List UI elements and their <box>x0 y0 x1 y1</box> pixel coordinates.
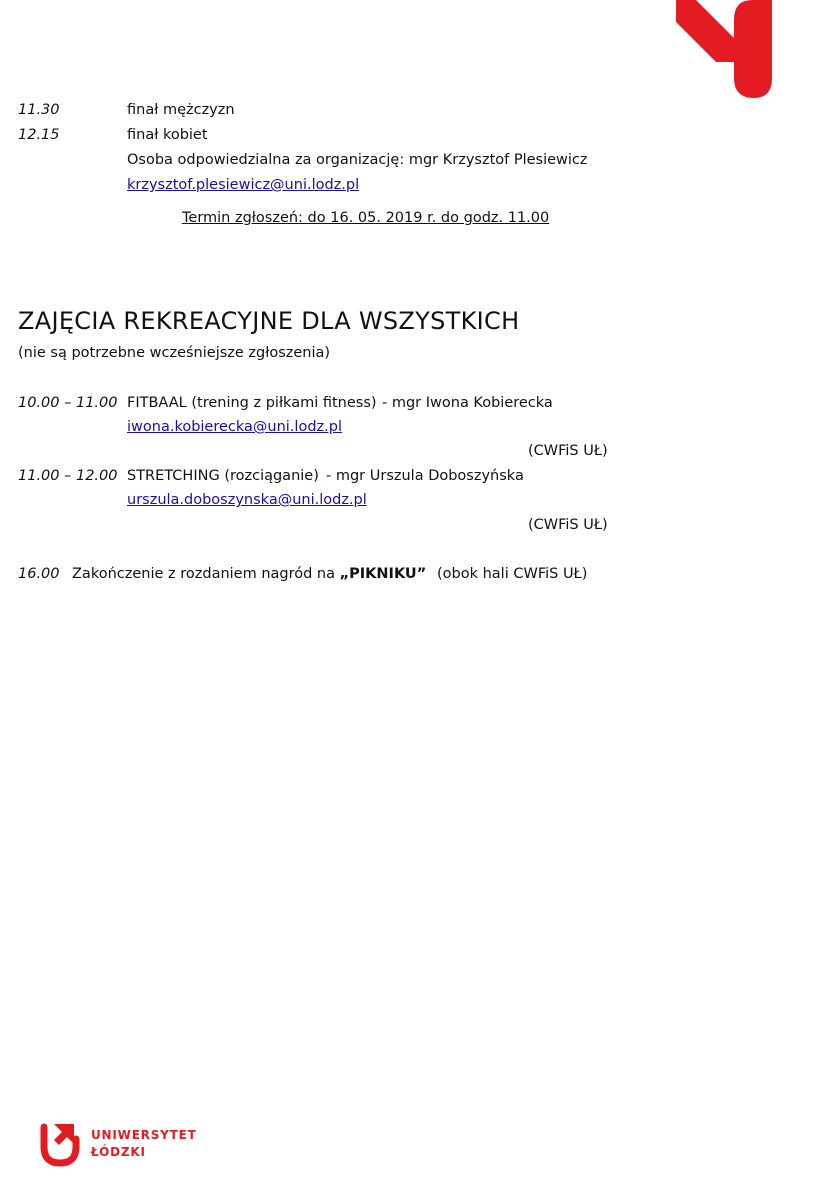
logo-text-line2: ŁÓDZKI <box>91 1145 146 1159</box>
activity-time: 11.00 – 12.00 <box>18 468 118 484</box>
activity-line <box>127 466 319 486</box>
activity-time: 10.00 – 11.00 <box>18 395 118 411</box>
schedule-label: finał kobiet <box>127 127 208 143</box>
activity-name: FITBAAL <box>127 395 187 411</box>
activity-name: STRETCHING <box>127 468 220 484</box>
section-title: ZAJĘCIA REKREACYJNE DLA WSZYSTKICH <box>18 307 520 335</box>
closing-text: Zakończenie z rozdaniem nagród na <box>72 566 340 582</box>
closing-place: (obok hali CWFiS UŁ) <box>437 566 588 582</box>
activity-place: (CWFiS UŁ) <box>528 517 608 533</box>
activity-desc: (trening z piłkami fitness) <box>191 395 377 411</box>
activity-instructor: - mgr Urszula Doboszyńska <box>326 468 524 484</box>
organizer-email-link[interactable]: krzysztof.plesiewicz@uni.lodz.pl <box>127 177 360 193</box>
organizer-text: Osoba odpowiedzialna za organizację: mgr Krzysztof Plesiewicz <box>127 152 588 168</box>
schedule-time: 11.30 <box>18 102 60 118</box>
deadline-text: Termin zgłoszeń: do 16. 05. 2019 r. do godz. 11.00 <box>182 210 550 226</box>
activity-instructor: - mgr Iwona Kobierecka <box>382 395 553 411</box>
schedule-time: 12.15 <box>18 127 60 143</box>
closing-highlight: „PIKNIKU” <box>339 566 427 582</box>
activity-line <box>127 393 377 413</box>
arrow-logo-icon <box>676 0 772 98</box>
university-logo-icon <box>40 1121 80 1167</box>
activity-desc: (rozciąganie) <box>224 468 319 484</box>
section-subtitle: (nie są potrzebne wcześniejsze zgłoszenia) <box>18 345 331 361</box>
closing-time: 16.00 <box>18 566 60 582</box>
closing-line <box>72 564 426 584</box>
schedule-label: finał mężczyzn <box>127 102 235 118</box>
activity-email-link[interactable]: urszula.doboszynska@uni.lodz.pl <box>127 492 367 508</box>
activity-email-link[interactable]: iwona.kobierecka@uni.lodz.pl <box>127 419 342 435</box>
logo-text-line1: UNIWERSYTET <box>91 1128 197 1142</box>
activity-place: (CWFiS UŁ) <box>528 443 608 459</box>
